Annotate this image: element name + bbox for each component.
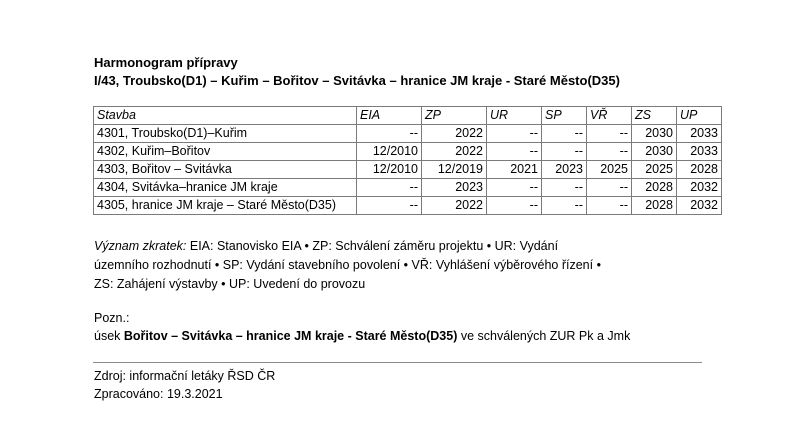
cell-sp: --: [542, 143, 587, 161]
cell-ur: --: [487, 125, 542, 143]
table-row: [94, 179, 722, 197]
legend-label: Význam zkratek:: [94, 239, 187, 253]
cell-ur: --: [487, 143, 542, 161]
cell-eia: 12/2010: [357, 143, 422, 161]
cell-zp: 12/2019: [422, 161, 487, 179]
cell-up: 2033: [677, 143, 722, 161]
source-line: Zdroj: informační letáky ŘSD ČR: [94, 369, 276, 383]
cell-zp: 2022: [422, 197, 487, 215]
header-eia: EIA: [357, 107, 422, 125]
cell-vr: --: [587, 179, 632, 197]
cell-vr: --: [587, 197, 632, 215]
cell-zs: 2025: [632, 161, 677, 179]
processed-date: Zpracováno: 19.3.2021: [94, 387, 223, 401]
note-section-name: Bořitov – Svitávka – hranice JM kraje - Staré Město(D35): [123, 329, 458, 343]
cell-up: 2033: [677, 125, 722, 143]
note-suffix: ve schválených ZUR Pk a Jmk: [457, 329, 631, 343]
table-row: [94, 143, 722, 161]
cell-zp: 2023: [422, 179, 487, 197]
header-stavba: Stavba: [94, 107, 357, 125]
header-up: UP: [677, 107, 722, 125]
note-text: [94, 328, 630, 345]
note-heading: Pozn.:: [94, 311, 130, 325]
table-row: [94, 125, 722, 143]
cell-vr: 2025: [587, 161, 632, 179]
cell-up: 2032: [677, 197, 722, 215]
cell-sp: --: [542, 197, 587, 215]
cell-zs: 2030: [632, 143, 677, 161]
cell-eia: 12/2010: [357, 161, 422, 179]
cell-zp: 2022: [422, 125, 487, 143]
cell-stavba: 4305, hranice JM kraje – Staré Město(D35): [94, 197, 357, 215]
table-row: [94, 197, 722, 215]
cell-stavba: 4301, Troubsko(D1)–Kuřim: [94, 125, 357, 143]
cell-ur: --: [487, 179, 542, 197]
footer-divider: [93, 362, 702, 363]
cell-up: 2032: [677, 179, 722, 197]
header-vr: VŘ: [587, 107, 632, 125]
cell-ur: 2021: [487, 161, 542, 179]
cell-zp: 2022: [422, 143, 487, 161]
abbreviations-legend: [94, 237, 614, 294]
table-header-row: [94, 107, 722, 125]
cell-sp: --: [542, 179, 587, 197]
cell-stavba: 4304, Svitávka–hranice JM kraje: [94, 179, 357, 197]
cell-stavba: 4302, Kuřim–Bořitov: [94, 143, 357, 161]
cell-eia: --: [357, 125, 422, 143]
document-subtitle: I/43, Troubsko(D1) – Kuřim – Bořitov – Svitávka – hranice JM kraje - Staré Město(D35): [94, 73, 620, 88]
document-title: Harmonogram přípravy: [94, 55, 238, 70]
header-ur: UR: [487, 107, 542, 125]
cell-up: 2028: [677, 161, 722, 179]
table-row: [94, 161, 722, 179]
cell-sp: 2023: [542, 161, 587, 179]
cell-sp: --: [542, 125, 587, 143]
cell-stavba: 4303, Bořitov – Svitávka: [94, 161, 357, 179]
cell-zs: 2028: [632, 179, 677, 197]
header-sp: SP: [542, 107, 587, 125]
cell-vr: --: [587, 125, 632, 143]
note-prefix: úsek: [94, 329, 124, 343]
cell-eia: --: [357, 197, 422, 215]
schedule-table: [93, 106, 722, 215]
cell-vr: --: [587, 143, 632, 161]
header-zs: ZS: [632, 107, 677, 125]
cell-zs: 2030: [632, 125, 677, 143]
cell-zs: 2028: [632, 197, 677, 215]
header-zp: ZP: [422, 107, 487, 125]
cell-eia: --: [357, 179, 422, 197]
legend-text: EIA: Stanovisko EIA • ZP: Schválení záměru projektu • UR: Vydání územního rozhodnutí • SP: Vydání stavebního povolení • VŘ: Vyhlášení výběrového řízení • ZS: Zahájení výstavby • UP: Uvedení do provozu: [94, 239, 601, 291]
cell-ur: --: [487, 197, 542, 215]
